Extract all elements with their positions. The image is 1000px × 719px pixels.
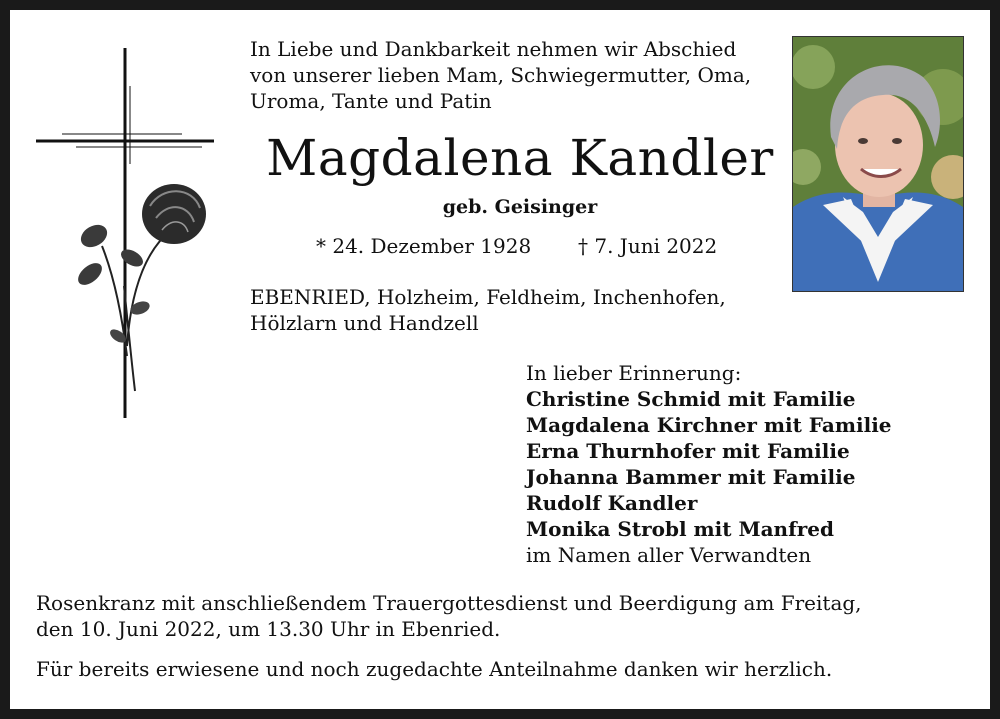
portrait-photo [792, 36, 964, 292]
places-line: EBENRIED, Holzheim, Feldheim, Inchenhofen, [250, 285, 726, 309]
mourners-heading: In lieber Erinnerung: [526, 361, 742, 385]
thanks-text: Für bereits erwiesene und noch zugedachte Anteilnahme danken wir herzlich. [36, 657, 833, 681]
mourners-footer: im Namen aller Verwandten [526, 543, 812, 567]
intro-line: Uroma, Tante und Patin [250, 89, 492, 113]
service-info [36, 590, 976, 642]
death-date: † 7. Juni 2022 [578, 234, 718, 258]
mourner-name: Erna Thurnhofer mit Familie [526, 439, 850, 463]
service-line: Rosenkranz mit anschließendem Trauergottesdienst und Beerdigung am Freitag, [36, 591, 862, 615]
cross-with-rose-icon [32, 46, 217, 426]
intro-line: von unserer lieben Mam, Schwiegermutter, Oma, [250, 63, 752, 87]
intro-line: In Liebe und Dankbarkeit nehmen wir Abschied [250, 37, 737, 61]
birth-date: * 24. Dezember 1928 [316, 234, 532, 258]
mourner-name: Magdalena Kirchner mit Familie [526, 413, 892, 437]
mourner-name: Johanna Bammer mit Familie [526, 465, 856, 489]
places-text [250, 284, 770, 336]
portrait-image [793, 37, 963, 291]
obituary-card [10, 10, 990, 709]
deceased-name: Magdalena Kandler [266, 129, 774, 187]
maiden-name: geb. Geisinger [442, 196, 598, 218]
service-line: den 10. Juni 2022, um 13.30 Uhr in Ebenried. [36, 617, 501, 641]
mourner-name: Monika Strobl mit Manfred [526, 517, 834, 541]
mourner-name: Rudolf Kandler [526, 491, 698, 515]
intro-text [250, 36, 770, 114]
mourner-name: Christine Schmid mit Familie [526, 387, 856, 411]
mourners-list [526, 360, 966, 568]
places-line: Hölzlarn und Handzell [250, 311, 479, 335]
